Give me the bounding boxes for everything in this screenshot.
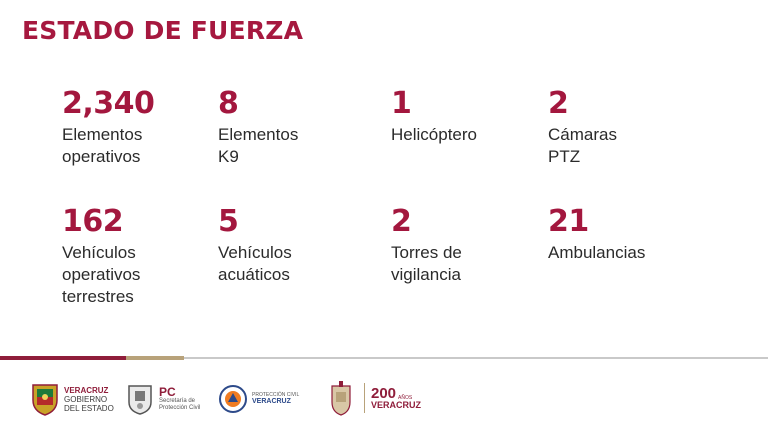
- divider-line: [184, 357, 768, 359]
- veracruz-gobierno-logo: VERACRUZ GOBIERNO DEL ESTADO: [30, 382, 114, 416]
- stat-label: Helicóptero: [391, 125, 477, 144]
- stat-vehiculos-acuaticos: [218, 206, 292, 286]
- stat-value: 162: [62, 204, 124, 239]
- stat-value: 2,340: [62, 86, 155, 121]
- veracruz-shield-icon: [30, 382, 60, 416]
- divider-band-red: [0, 356, 126, 360]
- pc-secretaria-logo: PC Secretaría de Protección Civil: [125, 382, 200, 416]
- stat-label: Vehículos operativos terrestres: [62, 243, 141, 306]
- stat-label: Cámaras PTZ: [548, 125, 617, 166]
- proteccion-civil-veracruz-logo: PROTECCIÓN CIVIL VERACRUZ: [218, 382, 299, 416]
- civil-protection-icon: [218, 382, 248, 416]
- coat-of-arms-icon: [125, 382, 155, 416]
- divider-band-gold: [126, 356, 184, 360]
- crest-icon: [328, 380, 354, 416]
- stat-value: 1: [391, 86, 412, 121]
- stat-helicoptero: [391, 88, 477, 146]
- stat-value: 5: [218, 204, 239, 239]
- veracruz-200-anos-logo: 200 AÑOS VERACRUZ: [328, 380, 421, 416]
- stat-label: Torres de vigilancia: [391, 243, 462, 284]
- stat-label: Elementos operativos: [62, 125, 143, 166]
- stat-value: 21: [548, 204, 589, 239]
- stat-label: Ambulancias: [548, 243, 646, 262]
- stat-value: 8: [218, 86, 239, 121]
- stat-label: Elementos K9: [218, 125, 299, 166]
- stat-elementos-k9: [218, 88, 298, 168]
- stat-elementos-operativos: [62, 88, 154, 168]
- stat-value: 2: [548, 86, 569, 121]
- stat-value: 2: [391, 204, 412, 239]
- stat-ambulancias: [548, 206, 645, 264]
- page-title: ESTADO DE FUERZA: [22, 16, 304, 45]
- stat-vehiculos-terrestres: [62, 206, 140, 308]
- stat-torres-vigilancia: [391, 206, 462, 286]
- stat-camaras-ptz: [548, 88, 617, 168]
- stat-label: Vehículos acuáticos: [218, 243, 292, 284]
